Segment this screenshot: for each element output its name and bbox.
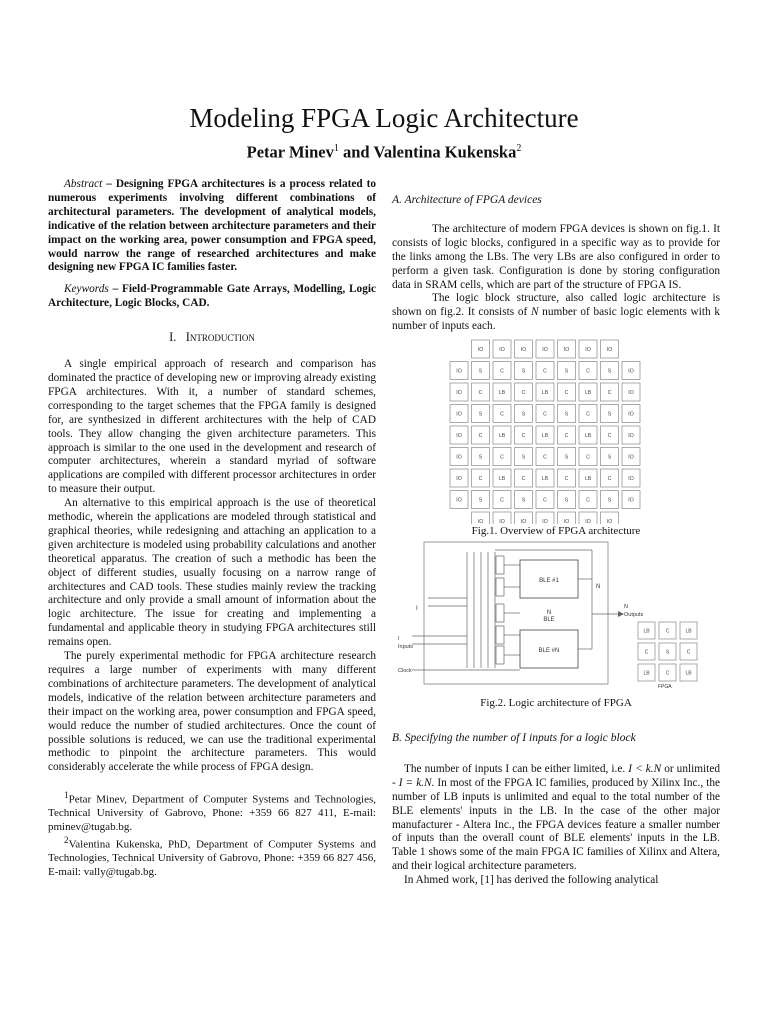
section-a-p2-a: The logic block structure, also called logic architecture is shown on fig.2. It consists of [392,292,720,319]
grid-cell-label: IO [628,433,634,440]
section-a-paragraph-2 [392,292,720,334]
grid-cell-label: LB [541,476,549,483]
grid-cell-label: LB [584,476,592,483]
right-column [392,194,723,888]
grid-cell-label: S [521,411,526,418]
grid-cell-label: IO [606,347,613,354]
grid-cell-label: LB [498,476,506,483]
grid-cell-label: S [607,497,612,504]
grid-cell-label: IO [477,519,484,525]
grid-cell-label: S [607,454,612,461]
grid-cell-label: C [478,433,483,440]
footnote-1-mark: 1 [64,790,69,801]
author-1: Petar Minev [246,142,334,162]
grid-cell-label: IO [456,497,462,504]
section-a-heading: A. Architecture of FPGA devices [392,194,542,206]
grid-cell-label: C [586,454,590,461]
grid-cell-label: C [543,368,547,375]
grid-cell-label: LB [498,433,506,440]
mini-cell-label: C [665,628,670,635]
grid-cell-label: IO [456,368,462,375]
grid-cell-label: IO [456,454,462,461]
figure-2-logic-architecture [392,540,720,692]
grid-cell-label: IO [628,411,634,418]
grid-cell-label: C [521,390,526,397]
mini-cell-label: C [686,649,691,656]
grid-cell-label: IO [520,519,527,525]
grid-cell-label: S [607,368,612,375]
fpga-label: FPGA [658,684,672,691]
grid-cell-label: C [478,476,483,483]
grid-cell-label: LB [541,390,549,397]
grid-cell-label: IO [606,519,613,525]
mini-cell-label: LB [685,628,692,635]
section-a-p2-b: number of basic logic elements with k number of inputs each. [392,306,720,333]
section-a-paragraph-1: The architecture of modern FPGA devices is shown on fig.1. It consists of logic blocks, configured in a specific way as to provide for the links among the LBs. The very LBs are also configured in order to perform a given task. Configuration is done by storing configuration data in SRAM cells, which are part of the structure of FPGA IS. [392,222,720,291]
grid-cell-label: C [543,497,547,504]
grid-cell-label: IO [628,454,634,461]
mini-cell-label: LB [643,628,650,635]
grid-cell-label: C [564,476,569,483]
abstract-label: Abstract [64,178,103,190]
left-column [48,178,376,879]
grid-cell-label: C [543,454,547,461]
grid-cell-label: S [478,497,483,504]
figure-1-caption: Fig.1. Overview of FPGA architecture [471,525,641,538]
footnote-1-text: Petar Minev, Department of Computer Systems and Technologies, Technical University of Gabrovo, Phone: +359 66 827 411, E-mail: pminev@tugab.bg. [48,793,376,833]
n-label: N [546,610,552,617]
grid-cell-label: IO [456,411,462,418]
mux-to-ble-wires [504,565,520,655]
grid-cell-label: IO [456,433,462,440]
grid-cell-label: S [564,411,569,418]
grid-cell-label: S [478,368,483,375]
grid-cell-label: IO [628,390,634,397]
grid-cell-label: S [521,497,526,504]
grid-cell-label: C [521,476,526,483]
ble-label: BLE [543,617,555,624]
grid-cell-label: IO [628,368,634,375]
author-2-mark: 2 [516,143,522,154]
grid-cell-label: C [500,454,504,461]
grid-cell-label: IO [563,347,570,354]
grid-cell-label: S [607,411,612,418]
grid-cell-label: C [586,368,590,375]
figure-1-fpga-grid [392,338,720,524]
section-b-p1-b: or unlimited - [392,762,723,789]
section-1-heading [48,331,376,345]
grid-cell-label: LB [584,390,592,397]
footnote-1 [48,789,376,834]
grid-cell-label: IO [542,519,548,525]
figure-2-caption: Fig.2. Logic architecture of FPGA [480,697,632,710]
keywords-text: Field-Programmable Gate Arrays, Modelling, Logic Architecture, Logic Blocks, CAD. [48,283,376,310]
author-2: Valentina Kukenska [373,142,517,162]
intro-paragraph-2: An alternative to this empirical approach is the use of theoretical methodic, wherein the applications are modeled through statistical and graphical theories, while redesigning and attaching an application to a given architecture is modeled using probability calculations and another theoretical apparatus. The creation of such a methodic has been the object of different studies, usually focusing on a narrow range of architectures and CAD tools. These studies mainly review the tracking architecture and only provide a small amount of information about the logic architecture. The issue for creating and implementing a fundamental and applicable theory in studying FPGA architectures still remains open. [48,497,376,649]
grid-cell-label: C [564,390,569,397]
keywords-label: Keywords [64,283,109,296]
footnote-2 [48,834,376,879]
keywords [48,283,376,311]
grid-cell-label: S [478,454,483,461]
grid-cell-label: IO [628,497,634,504]
footnote-2-text: Valentina Kukenska, PhD, Department of Computer Systems and Technologies, Technical University of Gabrovo, Phone: +359 66 827 456, E-mail: vally@tugab.bg. [48,838,376,878]
i-inputs-label: I [398,636,400,643]
grid-cell-label: C [500,368,504,375]
grid-cell-label: IO [520,347,527,354]
grid-cell-label: C [607,476,612,483]
n-feedback-label: N [596,584,601,591]
grid-cell-label: C [586,497,590,504]
inputs-label: Inputs [398,644,413,651]
section-b-paragraph-1 [392,762,723,874]
grid-cell-label: IO [542,347,548,354]
mini-cell-label: S [665,649,670,656]
grid-cell-label: IO [499,347,505,354]
grid-cell-label: IO [563,519,570,525]
footnote-2-mark: 2 [64,835,69,846]
section-1-numeral: I. [169,330,177,345]
mini-cell-label: C [665,670,670,677]
grid-cell-label: C [607,433,612,440]
abstract-dash: – [102,178,116,190]
author-1-mark: 1 [333,143,339,154]
mini-cell-label: C [644,649,649,656]
abstract-text: Designing FPGA architectures is a process related to numerous experiments involving different combinations of architectural parameters. The development of analytical models, indicative of the relation between architecture parameters and their impact on the working area, power consumption and FPGA speed, would narrow the range of researched architectures and make designing new FPGA IC families faster. [48,178,376,274]
mini-cell-label: LB [643,670,650,677]
grid-cell-label: IO [456,390,462,397]
ble-n-label: BLE #N [538,648,560,655]
ble-1-label: BLE #1 [539,578,559,585]
grid-cell-label: S [564,368,569,375]
intro-paragraph-1: A single empirical approach of research and comparison has dominated the practice of developing new or improving already existing FPGA architectures. With it, a number of standard schemes, corresponding to the target schemes that the FPGA family is designed for, are synthesized in different architectures with the help of CAD tools. They allow changing the given architecture parameters. This approach is similar to the one used in the development and research of computer architectures, wherein a standard myriad of software applications are compiled with different processor architectures in order to measure their output. [48,358,376,496]
keywords-dash: – [108,283,122,296]
section-b-paragraph-2: In Ahmed work, [1] has derived the following analytical [404,874,659,887]
grid-cell-label: C [564,433,569,440]
grid-cell-label: C [543,411,547,418]
mini-fpga-grid [638,622,697,681]
abstract [48,178,376,275]
input-muxes [496,556,504,664]
grid-cell-label: C [607,390,612,397]
grid-cell-label: IO [628,476,634,483]
mini-cell-label: LB [685,670,692,677]
grid-cell-label: IO [499,519,505,525]
grid-cell-label: C [478,390,483,397]
section-b-formula-2: I = k.N. [398,776,435,789]
section-b-heading: B. Specifying the number of I inputs for a logic block [392,731,636,744]
outputs-n-label: N [624,604,628,611]
i-label: I [416,606,418,613]
section-b-formula-1: I < k.N [628,762,662,775]
section-1-title: Introduction [185,330,255,345]
grid-cell-label: C [521,433,526,440]
grid-cell-label: IO [456,476,462,483]
intro-paragraph-3: The purely experimental methodic for FPGA architecture research requires a large number of experiments with many different combinations of architecture parameters. The development of analytical models, indicative of the relation between architecture parameters and their impact on the working area, power consumption and FPGA speed, would reduce the number of studied architectures. Once the count of possible solutions is reduced, we can use the traditional experimental methodic to pinpoint the architecture parameters. This would considerably accelerate the while process of FPGA design. [48,650,376,774]
section-b-p1-a: The number of inputs I can be either limited, i.e. [404,762,629,775]
grid-cell-label: LB [541,433,549,440]
grid-cell-label: C [586,411,590,418]
grid-cell-label: C [500,411,504,418]
grid-cell-label: C [500,497,504,504]
grid-cell-label: LB [498,390,506,397]
author-and: and [338,142,374,162]
author-line [0,138,768,164]
grid-cell-label: IO [477,347,484,354]
clock-label: Clock [398,668,412,675]
grid-cell-label: S [564,454,569,461]
section-b-p1-c: In most of the FPGA IC families, produced by Xilinx Inc., the number of LB inputs is unlimited and equal to the total number of the BLE elements' inputs in the LB. In the case of the other major manufacturer - Altera Inc., the FPGA devices feature a smaller number of inputs than the overall count of BLE elements' inputs in the LB. Table 1 shows some of the main FPGA IC families of Xilinx and Altera, and their logical architecture parameters. [392,776,721,873]
grid-cell-label: S [564,497,569,504]
grid-cell-label: S [521,368,526,375]
grid-cell-label: LB [584,433,592,440]
paper-title: Modeling FPGA Logic Architecture [189,103,579,133]
section-a-p2-n: N [530,306,539,319]
grid-cell-label: IO [585,347,591,354]
outputs-label: Outputs [624,612,644,619]
grid-cell-label: IO [585,519,591,525]
footnotes [48,789,376,879]
grid-cell-label: S [478,411,483,418]
grid-cell-label: S [521,454,526,461]
